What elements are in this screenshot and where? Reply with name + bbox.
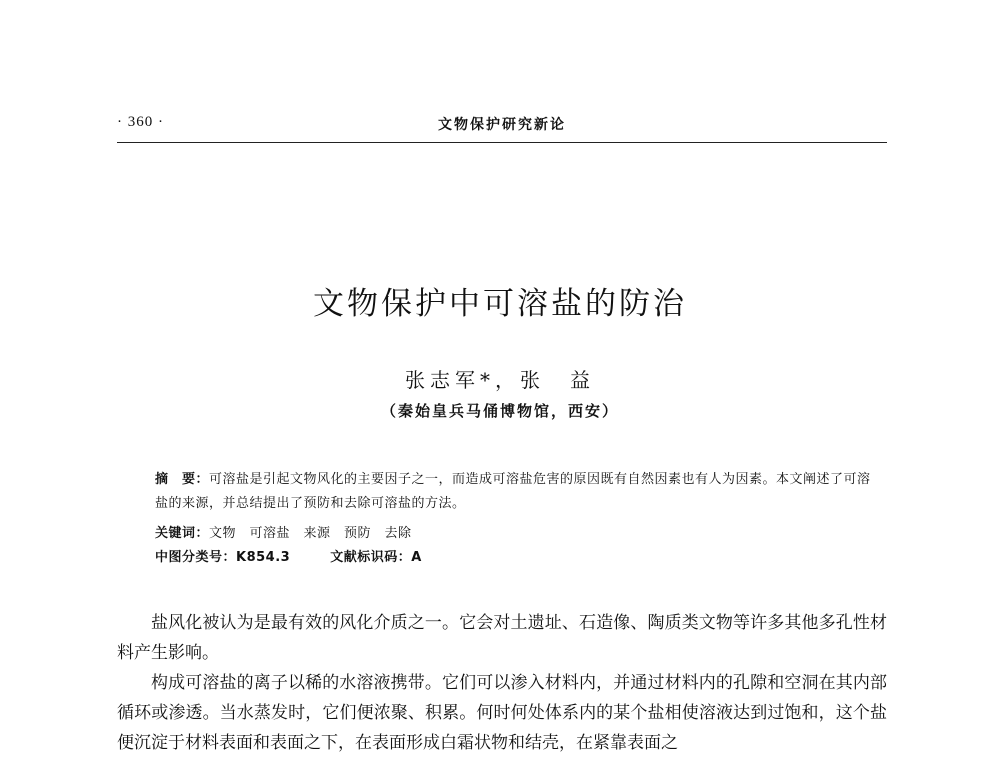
article-authors: 张志军*，张 益 [405, 368, 595, 392]
classification [155, 546, 875, 570]
clc-label: 中图分类号： [155, 550, 237, 565]
abstract-label: 摘 要： [155, 472, 210, 487]
article-title: 文物保护中可溶盐的防治 [313, 286, 687, 322]
doc-code-label: 文献标识码： [330, 550, 412, 565]
article-affiliation: （秦始皇兵马俑博物馆，西安） [380, 402, 619, 420]
body-paragraph: 构成可溶盐的离子以稀的水溶液携带。它们可以渗入材料内，并通过材料内的孔隙和空洞在其内部循环或渗透。当水蒸发时，它们便浓聚、积累。何时何处体系内的某个盐相使溶液达到过饱和，这个盐便沉淀于材料表面和表面之下，在表面形成白霜状物和结壳，在紧靠表面之 [117, 673, 887, 753]
abstract-text: 可溶盐是引起文物风化的主要因子之一，而造成可溶盐危害的原因既有自然因素也有人为因素。本文阐述了可溶盐的来源，并总结提出了预防和去除可溶盐的方法。 [155, 472, 871, 511]
page-number: · 360 · [117, 114, 164, 130]
body-paragraph: 盐风化被认为是最有效的风化介质之一。它会对土遗址、石造像、陶质类文物等许多其他多孔性材料产生影响。 [117, 613, 887, 663]
body-text [117, 608, 887, 758]
abstract [155, 468, 875, 516]
keywords-text: 文物 可溶盐 来源 预防 去除 [209, 526, 412, 541]
doc-code-value: A [411, 550, 422, 565]
keywords [155, 522, 875, 546]
keywords-label: 关键词： [155, 526, 210, 541]
page-header [117, 114, 887, 140]
header-rule [117, 142, 887, 143]
running-title: 文物保护研究新论 [438, 117, 566, 133]
clc-value: K854.3 [236, 550, 291, 565]
